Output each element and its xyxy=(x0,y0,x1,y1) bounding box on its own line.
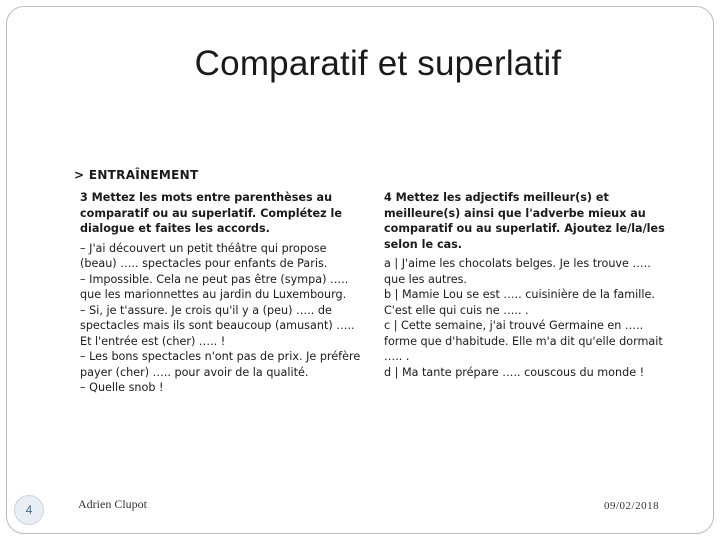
exercise-4 xyxy=(384,190,684,380)
exercise-4-line: b | Mamie Lou se est ….. cuisinière de la famille. xyxy=(384,288,655,301)
exercise-4-line: ….. . xyxy=(384,350,410,363)
exercise-3-instruction: 3 Mettez les mots entre parenthèses au comparatif ou au superlatif. Complétez le dialogue et faites les accords. xyxy=(80,191,342,235)
exercise-3-line: spectacles mais ils sont beaucoup (amusant) ….. xyxy=(80,319,355,332)
footer-author: Adrien Clupot xyxy=(78,497,147,511)
exercise-3-line: (beau) ….. spectacles pour enfants de Paris. xyxy=(80,257,328,270)
exercise-3-line: – Les bons spectacles n'ont pas de prix. Je préfère xyxy=(80,350,361,363)
exercise-3-line: que les marionnettes au jardin du Luxembourg. xyxy=(80,288,347,301)
exercise-3-line: – Si, je t'assure. Je crois qu'il y a (peu) ….. de xyxy=(80,303,332,317)
slide-number-badge xyxy=(14,495,44,525)
exercise-4-instruction: 4 Mettez les adjectifs meilleur(s) et meilleure(s) ainsi que l'adverbe mieux au comparatif ou au superlatif. Ajoutez le/la/les selon le cas. xyxy=(384,191,665,251)
exercise-3-line: Et l'entrée est (cher) ….. ! xyxy=(80,334,226,348)
exercise-4-line: a | J'aime les chocolats belges. Je les trouve ….. xyxy=(384,257,651,270)
exercise-3 xyxy=(80,190,362,396)
slide-number: 4 xyxy=(25,503,33,517)
exercise-3-line: – Quelle snob ! xyxy=(80,381,164,394)
section-heading: > ENTRAÎNEMENT xyxy=(74,168,199,182)
exercise-4-line: que les autres. xyxy=(384,272,467,286)
exercise-3-line: payer (cher) ….. pour avoir de la qualité. xyxy=(80,365,309,379)
exercise-4-line: c | Cette semaine, j'ai trouvé Germaine en ….. xyxy=(384,319,644,332)
slide-title: Comparatif et superlatif xyxy=(194,44,562,83)
exercise-4-line: forme que d'habitude. Elle m'a dit qu'elle dormait xyxy=(384,334,663,348)
exercise-4-line: C'est elle qui cuis ne ….. . xyxy=(384,303,529,317)
scanned-exercise xyxy=(74,165,688,427)
exercise-3-line: – J'ai découvert un petit théâtre qui propose xyxy=(80,241,327,255)
footer-date: 09/02/2018 xyxy=(604,500,660,512)
exercise-3-line: – Impossible. Cela ne peut pas être (sympa) ….. xyxy=(80,272,349,286)
exercise-4-line: d | Ma tante prépare ….. couscous du monde ! xyxy=(384,365,645,379)
